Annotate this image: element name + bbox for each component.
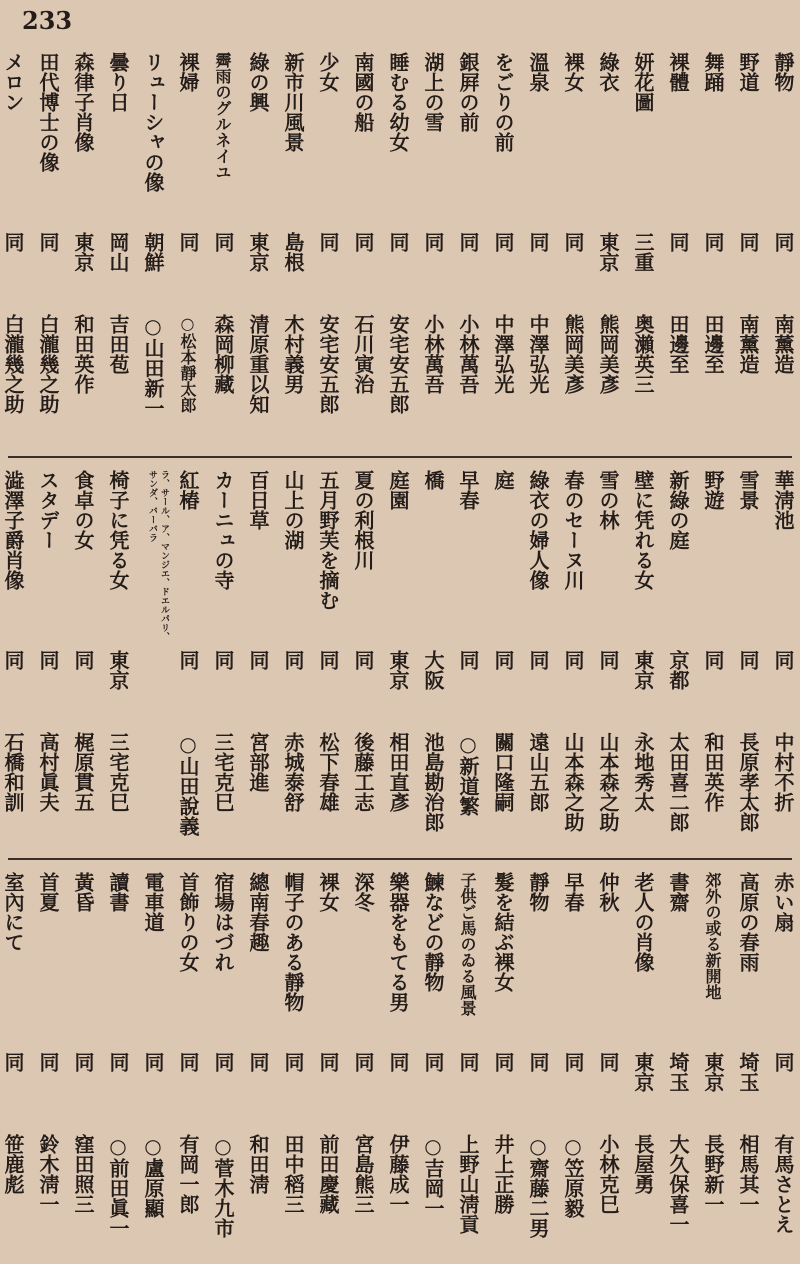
entry-artist: 有岡一郎 <box>176 1134 200 1214</box>
entry-artist: 池島勘治郎 <box>421 732 445 832</box>
entry-place: 東京 <box>631 650 655 690</box>
catalog-entry <box>380 872 415 1258</box>
entry-place: 東京 <box>246 232 270 272</box>
entry-place: 同 <box>526 650 550 670</box>
entry-title: 裸女 <box>316 872 340 912</box>
entry-place <box>135 650 170 738</box>
entry-artist: 和田英作 <box>701 732 725 812</box>
entry-place: 同 <box>36 232 60 252</box>
catalog-entry <box>520 52 555 448</box>
entry-place: 同 <box>421 232 445 252</box>
entry-place: 同 <box>736 650 760 670</box>
entry-title: 首夏 <box>36 872 60 912</box>
entry-place: 東京 <box>106 650 130 690</box>
entry-artist: 白瀧幾之助 <box>1 314 25 414</box>
entry-title: 田代博士の像 <box>36 52 60 172</box>
entry-title: 紅椿 <box>176 470 200 510</box>
catalog-entry <box>380 52 415 448</box>
catalog-entry <box>765 52 800 448</box>
entry-artist: 和田淸 <box>246 1134 270 1194</box>
entry-place: 東京 <box>71 232 95 272</box>
catalog-entry <box>590 872 625 1258</box>
entry-place: 東京 <box>631 1052 655 1092</box>
entry-place: 同 <box>351 232 375 252</box>
entry-title: 雪景 <box>736 470 760 510</box>
entry-title: 靜物 <box>771 52 795 92</box>
entry-artist: 永地秀太 <box>631 732 655 812</box>
catalog-entry <box>0 470 30 850</box>
entry-artist: 山本森之助 <box>561 732 585 832</box>
entry-place: 同 <box>36 650 60 670</box>
entry-place: 同 <box>736 232 760 252</box>
catalog-entry <box>205 52 240 448</box>
catalog-entry <box>765 470 800 850</box>
catalog-entry <box>450 872 485 1258</box>
entry-artist: 大久保喜一 <box>666 1134 690 1234</box>
entry-title: 華淸池 <box>771 470 795 530</box>
entry-place: 同 <box>561 232 585 252</box>
entry-place: 同 <box>351 650 375 670</box>
catalog-entry <box>555 470 590 850</box>
catalog-entry <box>65 872 100 1258</box>
entry-artist: ○山田新一 <box>141 314 165 418</box>
entry-artist: 森岡柳藏 <box>211 314 235 394</box>
entry-artist: 小林萬吾 <box>421 314 445 394</box>
entry-place: 同 <box>281 650 305 670</box>
entry-artist: ○盧原顯 <box>141 1134 165 1218</box>
entry-title: 春のセーヌ川 <box>561 470 585 590</box>
entry-place: 同 <box>1 650 25 670</box>
entry-place: 同 <box>386 1052 410 1072</box>
entry-artist: 吉田苞 <box>106 314 130 374</box>
catalog-entry <box>555 872 590 1258</box>
entry-place: 埼玉 <box>666 1052 690 1092</box>
entry-artist: 長野新一 <box>701 1134 725 1214</box>
entry-artist: 南薰造 <box>771 314 795 374</box>
entry-place: 同 <box>701 650 725 670</box>
entry-title: 綠の興 <box>246 52 270 112</box>
catalog-entry <box>135 52 170 448</box>
entry-place: 同 <box>526 1052 550 1072</box>
entry-artist: ○笠原毅 <box>561 1134 585 1218</box>
entry-place: 同 <box>701 232 725 252</box>
entry-artist: 中村不折 <box>771 732 795 812</box>
catalog-entry <box>415 872 450 1258</box>
entry-title: 南國の船 <box>351 52 375 132</box>
entry-title: 裸婦 <box>176 52 200 92</box>
entry-title: をごりの前 <box>491 52 515 152</box>
entry-artist: 相田直彥 <box>386 732 410 812</box>
entry-place: 同 <box>176 232 200 252</box>
entry-title: 宿場はづれ <box>211 872 235 972</box>
entry-title: 少女 <box>316 52 340 92</box>
catalog-entry <box>625 470 660 850</box>
entry-artist: 小林萬吾 <box>456 314 480 394</box>
catalog-entry <box>625 872 660 1258</box>
entry-artist: 笹鹿彪 <box>1 1134 25 1194</box>
catalog-entry <box>170 872 205 1258</box>
catalog-entry <box>275 872 310 1258</box>
catalog-entry <box>135 470 170 850</box>
entry-place: 同 <box>246 650 270 670</box>
entry-title: 新綠の庭 <box>666 470 690 550</box>
entry-title: 裸女 <box>561 52 585 92</box>
catalog-entry <box>730 470 765 850</box>
catalog-entry <box>590 52 625 448</box>
entry-title: 電車道 <box>141 872 165 932</box>
catalog-entry <box>485 52 520 448</box>
entry-title: 夏の利根川 <box>351 470 375 570</box>
entry-title: 野遊 <box>701 470 725 510</box>
entry-artist: 宮島熊三 <box>351 1134 375 1214</box>
entry-title: 舞踊 <box>701 52 725 92</box>
section-divider <box>8 858 792 860</box>
entry-place: 同 <box>316 650 340 670</box>
entry-place: 東京 <box>596 232 620 272</box>
entry-place: 同 <box>421 1052 445 1072</box>
entry-place: 同 <box>36 1052 60 1072</box>
entry-artist: 梶原貫五 <box>71 732 95 812</box>
entry-artist: 赤城泰舒 <box>281 732 305 812</box>
section-divider <box>8 456 792 458</box>
catalog-entry <box>450 470 485 850</box>
entry-place: 同 <box>491 232 515 252</box>
entry-artist <box>135 732 170 850</box>
catalog-entry <box>625 52 660 448</box>
entry-artist: 高村眞夫 <box>36 732 60 812</box>
entry-artist: 南薰造 <box>736 314 760 374</box>
catalog-entry <box>695 872 730 1258</box>
entry-title: 野道 <box>736 52 760 92</box>
entry-place: 同 <box>561 650 585 670</box>
catalog-entry <box>310 470 345 850</box>
entry-artist: 窪田照三 <box>71 1134 95 1214</box>
entry-title: 五月野芙を摘む <box>316 470 340 610</box>
catalog-entry <box>100 872 135 1258</box>
entry-artist: 上野山淸貢 <box>456 1134 480 1234</box>
entry-title: 椅子に凭る女 <box>106 470 130 590</box>
entry-title: 仲秋 <box>596 872 620 912</box>
catalog-entry <box>345 52 380 448</box>
entry-place: 同 <box>456 650 480 670</box>
entry-artist: 山本森之助 <box>596 732 620 832</box>
entry-artist: 田邊至 <box>666 314 690 374</box>
entry-place: 同 <box>141 1052 165 1072</box>
entry-title: スタデー <box>36 470 60 550</box>
catalog-entry <box>240 52 275 448</box>
entry-title: 早春 <box>456 470 480 510</box>
entry-title: 壁に凭れる女 <box>631 470 655 590</box>
catalog-entry <box>520 872 555 1258</box>
entry-title: 帽子のある靜物 <box>281 872 305 1012</box>
entry-artist: 鈴木淸一 <box>36 1134 60 1214</box>
entry-artist: 清原重以知 <box>246 314 270 414</box>
entry-title: 鰊などの靜物 <box>421 872 445 992</box>
entry-artist: 前田慶藏 <box>316 1134 340 1214</box>
entry-place: 同 <box>211 1052 235 1072</box>
entry-place: 東京 <box>386 650 410 690</box>
catalog-entry <box>555 52 590 448</box>
entry-title: 髮を結ぶ裸女 <box>491 872 515 992</box>
entry-artist: 和田英作 <box>71 314 95 394</box>
entry-place: 同 <box>771 650 795 670</box>
entry-title: 黃昏 <box>71 872 95 912</box>
entry-artist: 田中稻三 <box>281 1134 305 1214</box>
catalog-entry <box>660 52 695 448</box>
catalog-entry <box>345 470 380 850</box>
entry-title: 庭園 <box>386 470 410 510</box>
entry-place: 同 <box>771 232 795 252</box>
entry-title: 睡むる幼女 <box>386 52 410 152</box>
catalog-entry <box>765 872 800 1258</box>
catalog-entry <box>520 470 555 850</box>
entry-title: 新市川風景 <box>281 52 305 152</box>
entry-title: 山上の湖 <box>281 470 305 550</box>
catalog-entry <box>205 872 240 1258</box>
page-number: 233 <box>22 6 73 35</box>
entry-place: 同 <box>316 232 340 252</box>
entry-artist: 太田喜二郎 <box>666 732 690 832</box>
catalog-entry <box>660 470 695 850</box>
catalog-entry <box>275 52 310 448</box>
entry-artist: 熊岡美彥 <box>596 314 620 394</box>
catalog-entry <box>730 52 765 448</box>
entry-place: 同 <box>246 1052 270 1072</box>
entry-title: 讀書 <box>106 872 130 912</box>
entry-title: 食卓の女 <box>71 470 95 550</box>
entry-artist: 奥瀨英三 <box>631 314 655 394</box>
entry-title: 老人の肖像 <box>631 872 655 972</box>
entry-title: 高原の春雨 <box>736 872 760 972</box>
entry-artist: 遠山五郎 <box>526 732 550 812</box>
catalog-entry <box>100 470 135 850</box>
entry-title: カーニュの寺 <box>211 470 235 590</box>
entry-place: 同 <box>596 650 620 670</box>
entry-place: 同 <box>596 1052 620 1072</box>
entry-title: 森律子肖像 <box>71 52 95 152</box>
entry-artist: 熊岡美彥 <box>561 314 585 394</box>
entry-artist: 松下春雄 <box>316 732 340 812</box>
entry-artist: ○前田眞一 <box>106 1134 130 1238</box>
entry-artist: 石橋和訓 <box>1 732 25 812</box>
entry-title: 早春 <box>561 872 585 912</box>
entry-artist: 三宅克巳 <box>211 732 235 812</box>
entry-place: 岡山 <box>106 232 130 272</box>
entry-title: 靜物 <box>526 872 550 912</box>
catalog-entry <box>695 52 730 448</box>
entry-place: 同 <box>456 232 480 252</box>
entry-place: 同 <box>561 1052 585 1072</box>
entry-artist: 關口隆嗣 <box>491 732 515 812</box>
entry-title: 郊外の或る新開地 <box>703 872 722 1000</box>
entry-title: 雪の林 <box>596 470 620 530</box>
entry-artist: 三宅克巳 <box>106 732 130 812</box>
entry-place: 同 <box>1 232 25 252</box>
entry-place: 東京 <box>701 1052 725 1092</box>
entry-title: 綠衣 <box>596 52 620 92</box>
entry-title: 裸體 <box>666 52 690 92</box>
catalog-entry <box>100 52 135 448</box>
catalog-entry <box>135 872 170 1258</box>
entry-title: 妍花圖 <box>631 52 655 112</box>
entry-title: 赤い扇 <box>771 872 795 932</box>
catalog-entry <box>65 52 100 448</box>
entry-title: ラ、サール、ア、マンジエ、ドエルパリ、サンダ、バーバラ <box>147 470 169 641</box>
entry-artist: 田邊至 <box>701 314 725 374</box>
catalog-entry <box>170 470 205 850</box>
catalog-entry <box>730 872 765 1258</box>
entry-place: 同 <box>281 1052 305 1072</box>
entry-title: 溫泉 <box>526 52 550 92</box>
catalog-entry <box>660 872 695 1258</box>
entry-artist: 石川寅治 <box>351 314 375 394</box>
catalog-entry <box>205 470 240 850</box>
entry-artist: ○菅木九市 <box>211 1134 235 1238</box>
catalog-entry <box>310 872 345 1258</box>
catalog-entry <box>485 470 520 850</box>
entry-place: 同 <box>351 1052 375 1072</box>
catalog-entry <box>275 470 310 850</box>
catalog-entry <box>30 470 65 850</box>
catalog-entry <box>450 52 485 448</box>
catalog-entry <box>415 52 450 448</box>
catalog-entry <box>695 470 730 850</box>
entry-artist: 有馬さとえ <box>771 1134 795 1234</box>
catalog-entry <box>170 52 205 448</box>
catalog-entry <box>0 872 30 1258</box>
entry-artist: 長屋勇 <box>631 1134 655 1194</box>
catalog-entry <box>30 52 65 448</box>
entry-title: 庭 <box>491 470 515 490</box>
catalog-entry <box>590 470 625 850</box>
entry-artist: ○山田說義 <box>176 732 200 836</box>
entry-place: 同 <box>456 1052 480 1072</box>
entry-artist: 小林克巳 <box>596 1134 620 1214</box>
catalog-entry <box>65 470 100 850</box>
entry-artist: 中澤弘光 <box>491 314 515 394</box>
catalog-section-1 <box>0 52 800 448</box>
entry-artist: ○新道繁 <box>456 732 480 816</box>
catalog-entry <box>240 872 275 1258</box>
entry-place: 三重 <box>631 232 655 272</box>
entry-title: 總南春趣 <box>246 872 270 952</box>
catalog-entry <box>240 470 275 850</box>
entry-title: 霽雨のグルネイユ <box>213 52 232 180</box>
entry-place: 同 <box>666 232 690 252</box>
catalog-section-3 <box>0 872 800 1258</box>
entry-place: 同 <box>71 650 95 670</box>
catalog-entry <box>0 52 30 448</box>
entry-title: リューシャの像 <box>141 52 165 192</box>
catalog-entry <box>310 52 345 448</box>
entry-artist: 安宅安五郎 <box>316 314 340 414</box>
entry-title: 百日草 <box>246 470 270 530</box>
catalog-entry <box>415 470 450 850</box>
entry-place: 大阪 <box>421 650 445 690</box>
entry-artist: 白瀧幾之助 <box>36 314 60 414</box>
entry-artist: 井上正勝 <box>491 1134 515 1214</box>
entry-place: 同 <box>176 650 200 670</box>
entry-place: 同 <box>106 1052 130 1072</box>
entry-place: 同 <box>176 1052 200 1072</box>
catalog-entry <box>30 872 65 1258</box>
entry-place: 同 <box>1 1052 25 1072</box>
catalog-entry <box>485 872 520 1258</box>
entry-title: 樂器をもてる男 <box>386 872 410 1012</box>
entry-title: 書齋 <box>666 872 690 912</box>
entry-place: 同 <box>491 1052 515 1072</box>
entry-title: 湖上の雪 <box>421 52 445 132</box>
entry-place: 同 <box>211 650 235 670</box>
entry-place: 京都 <box>666 650 690 690</box>
entry-place: 埼玉 <box>736 1052 760 1092</box>
entry-title: 深冬 <box>351 872 375 912</box>
entry-artist: 後藤工志 <box>351 732 375 812</box>
catalog-section-2 <box>0 470 800 850</box>
entry-title: 曇り日 <box>106 52 130 112</box>
entry-title: 綠衣の婦人像 <box>526 470 550 590</box>
catalog-entry <box>345 872 380 1258</box>
entry-artist: ○吉岡一 <box>421 1134 445 1218</box>
entry-place: 同 <box>771 1052 795 1072</box>
entry-artist: 伊藤成一 <box>386 1134 410 1214</box>
entry-artist: ○松本靜太郎 <box>178 314 197 413</box>
entry-artist: ○齋藤二男 <box>526 1134 550 1238</box>
entry-place: 朝鮮 <box>141 232 165 272</box>
entry-artist: 相馬其一 <box>736 1134 760 1214</box>
entry-title: 首飾りの女 <box>176 872 200 972</box>
entry-artist: 木村義男 <box>281 314 305 394</box>
entry-place: 同 <box>526 232 550 252</box>
entry-title: 室內にて <box>1 872 25 952</box>
entry-title: 澁澤子爵肖像 <box>1 470 25 590</box>
entry-artist: 長原孝太郎 <box>736 732 760 832</box>
entry-title: 子供ご馬のゐる風景 <box>458 872 477 1016</box>
entry-artist: 宮部進 <box>246 732 270 792</box>
entry-title: 銀屛の前 <box>456 52 480 132</box>
entry-artist: 中澤弘光 <box>526 314 550 394</box>
entry-place: 同 <box>491 650 515 670</box>
entry-title: メロン <box>1 52 25 112</box>
entry-place: 島根 <box>281 232 305 272</box>
entry-place: 同 <box>316 1052 340 1072</box>
entry-place: 同 <box>71 1052 95 1072</box>
entry-place: 同 <box>386 232 410 252</box>
entry-title: 橋 <box>421 470 445 490</box>
catalog-entry <box>380 470 415 850</box>
entry-artist: 安宅安五郎 <box>386 314 410 414</box>
entry-place: 同 <box>211 232 235 252</box>
